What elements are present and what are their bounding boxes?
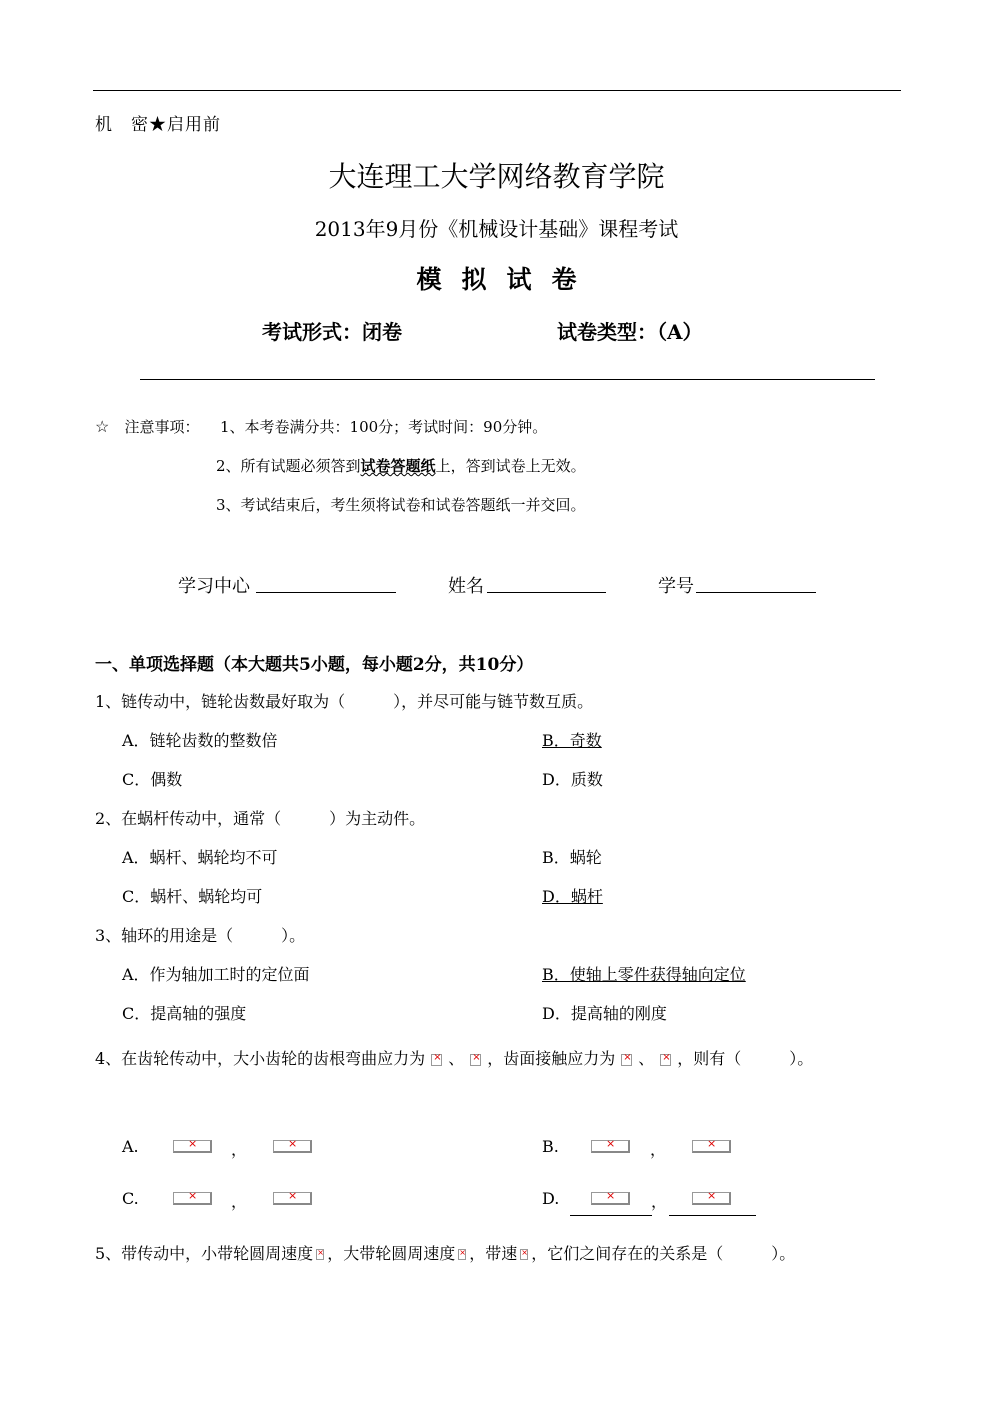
q3-option-a: A．作为轴加工时的定位面 xyxy=(122,965,310,984)
q4-c-formula-2-icon xyxy=(273,1192,312,1205)
star-icon: ☆ xyxy=(95,417,110,436)
exam-form: 考试形式：闭卷 xyxy=(262,320,402,344)
q4-stem-part-3: ，则有（ ）。 xyxy=(677,1049,814,1068)
q4-option-c-comma: ， xyxy=(231,1192,248,1211)
q4-option-b-label: B. xyxy=(542,1137,559,1156)
q1-option-b: B．奇数 xyxy=(542,731,602,750)
q4-option-d-comma: ， xyxy=(651,1192,668,1211)
note-2 xyxy=(216,455,586,476)
q4-option-a-label: A. xyxy=(122,1137,139,1156)
q4-separator: 、 xyxy=(638,1049,655,1068)
q4-option-d-label: D. xyxy=(542,1189,560,1208)
sigma-f2-formula-icon xyxy=(470,1054,481,1066)
v2-formula-icon xyxy=(458,1249,466,1260)
q3-option-b: B．使轴上零件获得轴向定位 xyxy=(542,965,746,984)
sigma-h2-formula-icon xyxy=(660,1054,671,1066)
q1-stem: 1、链传动中，链轮齿数最好取为（ ），并尽可能与链节数互质。 xyxy=(95,692,594,711)
separator-rule xyxy=(140,379,875,380)
q4-separator: 、 xyxy=(448,1049,465,1068)
learning-center-label: 学习中心 xyxy=(178,576,250,597)
q3-option-c: C．提高轴的强度 xyxy=(122,1004,247,1023)
q4-b-formula-2-icon xyxy=(692,1140,731,1153)
q4-option-c-label: C. xyxy=(122,1189,139,1208)
q4-stem xyxy=(95,1046,813,1069)
q2-option-a: A．蜗杆、蜗轮均不可 xyxy=(122,848,278,867)
student-id-field[interactable] xyxy=(696,592,816,593)
learning-center-field[interactable] xyxy=(256,592,396,593)
q4-a-formula-2-icon xyxy=(273,1140,312,1153)
notes-header xyxy=(95,416,199,437)
q4-stem-part-1: 4、在齿轮传动中，大小齿轮的齿根弯曲应力为 xyxy=(95,1049,426,1068)
q5-stem-part-2: ，大带轮圆周速度 xyxy=(327,1244,456,1263)
section-title: 一、单项选择题（本大题共5小题，每小题2分，共10分） xyxy=(95,655,534,675)
q4-option-a-comma: ， xyxy=(231,1140,248,1159)
q4-d-formula-2-icon xyxy=(692,1192,731,1205)
note-2-prefix: 2、所有试题必须答到 xyxy=(216,457,361,475)
sigma-h1-formula-icon xyxy=(621,1054,632,1066)
note-2-emphasis: 试卷答题纸 xyxy=(360,457,436,475)
v1-formula-icon xyxy=(316,1249,324,1260)
q4-c-formula-1-icon xyxy=(173,1192,212,1205)
name-label: 姓名 xyxy=(448,576,484,597)
student-id-label: 学号 xyxy=(658,576,694,597)
exam-title: 2013年9月份《机械设计基础》课程考试 xyxy=(314,217,679,241)
q2-option-d: D．蜗杆 xyxy=(542,887,603,906)
notes-label: 注意事项： xyxy=(124,418,200,436)
q4-stem-part-2: ，齿面接触应力为 xyxy=(487,1049,616,1068)
note-1: 1、本考卷满分共：100分；考试时间：90分钟。 xyxy=(220,418,548,436)
mock-exam-title: 模拟试卷 xyxy=(416,265,597,294)
top-rule xyxy=(93,90,901,91)
paper-type: 试卷类型：（A） xyxy=(557,320,703,344)
q1-option-c: C．偶数 xyxy=(122,770,183,789)
note-3: 3、考试结束后，考生须将试卷和试卷答题纸一并交回。 xyxy=(216,496,586,514)
q2-stem: 2、在蜗杆传动中，通常（ ）为主动件。 xyxy=(95,809,426,828)
note-2-suffix: 上，答到试卷上无效。 xyxy=(435,457,586,475)
confidential-mark: 机 密★启用前 xyxy=(95,115,221,135)
q2-option-c: C．蜗杆、蜗轮均可 xyxy=(122,887,263,906)
q5-stem-part-4: ，它们之间存在的关系是（ ）。 xyxy=(531,1244,796,1263)
q4-option-b-comma: ， xyxy=(650,1140,667,1159)
q4-a-formula-1-icon xyxy=(173,1140,212,1153)
q1-option-a: A．链轮齿数的整数倍 xyxy=(122,731,278,750)
school-name: 大连理工大学网络教育学院 xyxy=(328,160,665,193)
q4-d-underline-2 xyxy=(669,1215,756,1216)
q4-b-formula-1-icon xyxy=(591,1140,630,1153)
q3-stem: 3、轴环的用途是（ ）。 xyxy=(95,926,306,945)
name-field[interactable] xyxy=(487,592,606,593)
q5-stem-part-3: ，带速 xyxy=(469,1244,518,1263)
q4-d-underline-1 xyxy=(570,1215,652,1216)
q1-option-d: D．质数 xyxy=(542,770,603,789)
q5-stem xyxy=(95,1241,795,1264)
sigma-f1-formula-icon xyxy=(431,1054,442,1066)
q3-option-d: D．提高轴的刚度 xyxy=(542,1004,667,1023)
v-formula-icon xyxy=(520,1249,528,1260)
q4-d-formula-1-icon xyxy=(591,1192,630,1205)
q5-stem-part-1: 5、带传动中，小带轮圆周速度 xyxy=(95,1244,314,1263)
q2-option-b: B．蜗轮 xyxy=(542,848,602,867)
